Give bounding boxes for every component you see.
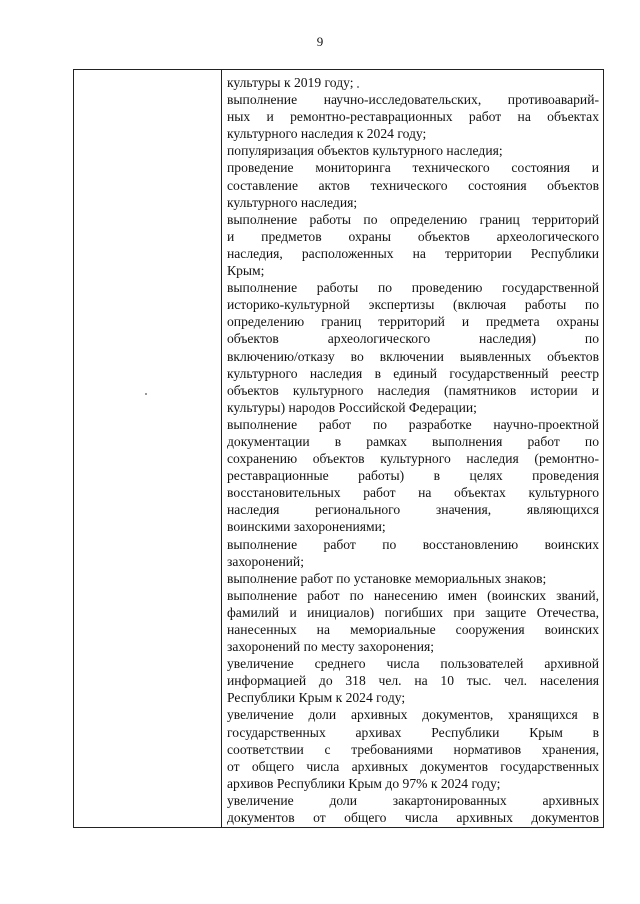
text-line: культуры к 2019 году; (227, 75, 354, 90)
text-line: захоронений по месту захоронения; (227, 639, 434, 655)
text-line: выполнение работ по установке мемориальных знаков; (227, 570, 547, 586)
text-line: выполнение работ по нанесению имен (воинских званий, (227, 587, 599, 603)
text-line: увеличение доли архивных документов, хранящихся в (227, 707, 599, 723)
text-line: фамилий и инициалов) погибших при защите Отечества, (227, 604, 599, 620)
text-line: выполнение работы по определению границ территорий (227, 211, 599, 227)
text-line: культуры) народов Российской Федерации; (227, 399, 477, 415)
text-line: государственных архивах Республики Крым в (227, 724, 599, 740)
text-line: восстановительных работ на объектах культурного (227, 485, 599, 501)
document-table (73, 69, 604, 828)
text-line: захоронений; (227, 553, 304, 569)
table-right-column (223, 70, 603, 827)
scan-speck (357, 86, 359, 88)
text-line: соответствии с требованиями нормативов хранения, (227, 741, 599, 757)
text-line: увеличение доли закартонированных архивных (227, 792, 599, 808)
text-line: культурного наследия в единый государственный реестр (227, 365, 599, 381)
text-line: документов от общего числа архивных документов (227, 810, 599, 826)
text-line: и предметов охраны объектов археологического (227, 228, 599, 244)
text-line: популяризация объектов культурного наследия; (227, 143, 503, 159)
text-line: выполнение работы по проведению государственной (227, 280, 599, 296)
table-left-column (74, 70, 222, 827)
text-line: наследия, расположенных на территории Республики (227, 245, 599, 261)
text-line: нанесенных на мемориальные сооружения воинских (227, 622, 599, 637)
text-line: составление актов технического состояния объектов (227, 177, 599, 193)
text-line: увеличение среднего числа пользователей архивной (227, 656, 599, 672)
text-line: историко-культурной экспертизы (включая работы по (227, 297, 599, 313)
text-line: от общего числа архивных документов государственных (227, 758, 599, 774)
text-line: воинскими захоронениями; (227, 519, 386, 535)
text-line: определению границ территорий и предмета охраны (227, 314, 599, 330)
text-line: архивов Республики Крым до 97% к 2024 году; (227, 775, 501, 791)
page-number: 9 (316, 34, 324, 49)
text-line: наследия регионального значения, являющихся (227, 502, 599, 518)
text-line: документации в рамках выполнения работ по (227, 433, 599, 449)
text-line: Крым; (227, 263, 265, 279)
text-line: объектов археологического наследия) по (227, 331, 599, 347)
text-line: выполнение работ по восстановлению воинских (227, 536, 599, 552)
text-line: выполнение научно-исследовательских, противоаварий- (227, 92, 599, 108)
text-line: Республики Крым к 2024 году; (227, 690, 406, 706)
text-line: выполнение работ по разработке научно-проектной (227, 416, 599, 432)
text-line: сохранению объектов культурного наследия (ремонтно- (227, 451, 599, 467)
text-line: проведение мониторинга технического состояния и (227, 160, 599, 176)
text-line: реставрационные работы) в целях проведения (227, 468, 599, 484)
text-line: объектов культурного наследия (памятников истории и (227, 382, 599, 398)
text-line: культурного наследия к 2024 году; (227, 126, 427, 142)
text-line: включению/отказу во включении выявленных объектов (227, 348, 599, 364)
text-line: информацией до 318 чел. на 10 тыс. чел. населения (227, 673, 599, 689)
scan-speck (145, 393, 147, 395)
text-line: ных и ремонтно-реставрационных работ на объектах (227, 109, 599, 125)
text-line: культурного наследия; (227, 194, 358, 210)
